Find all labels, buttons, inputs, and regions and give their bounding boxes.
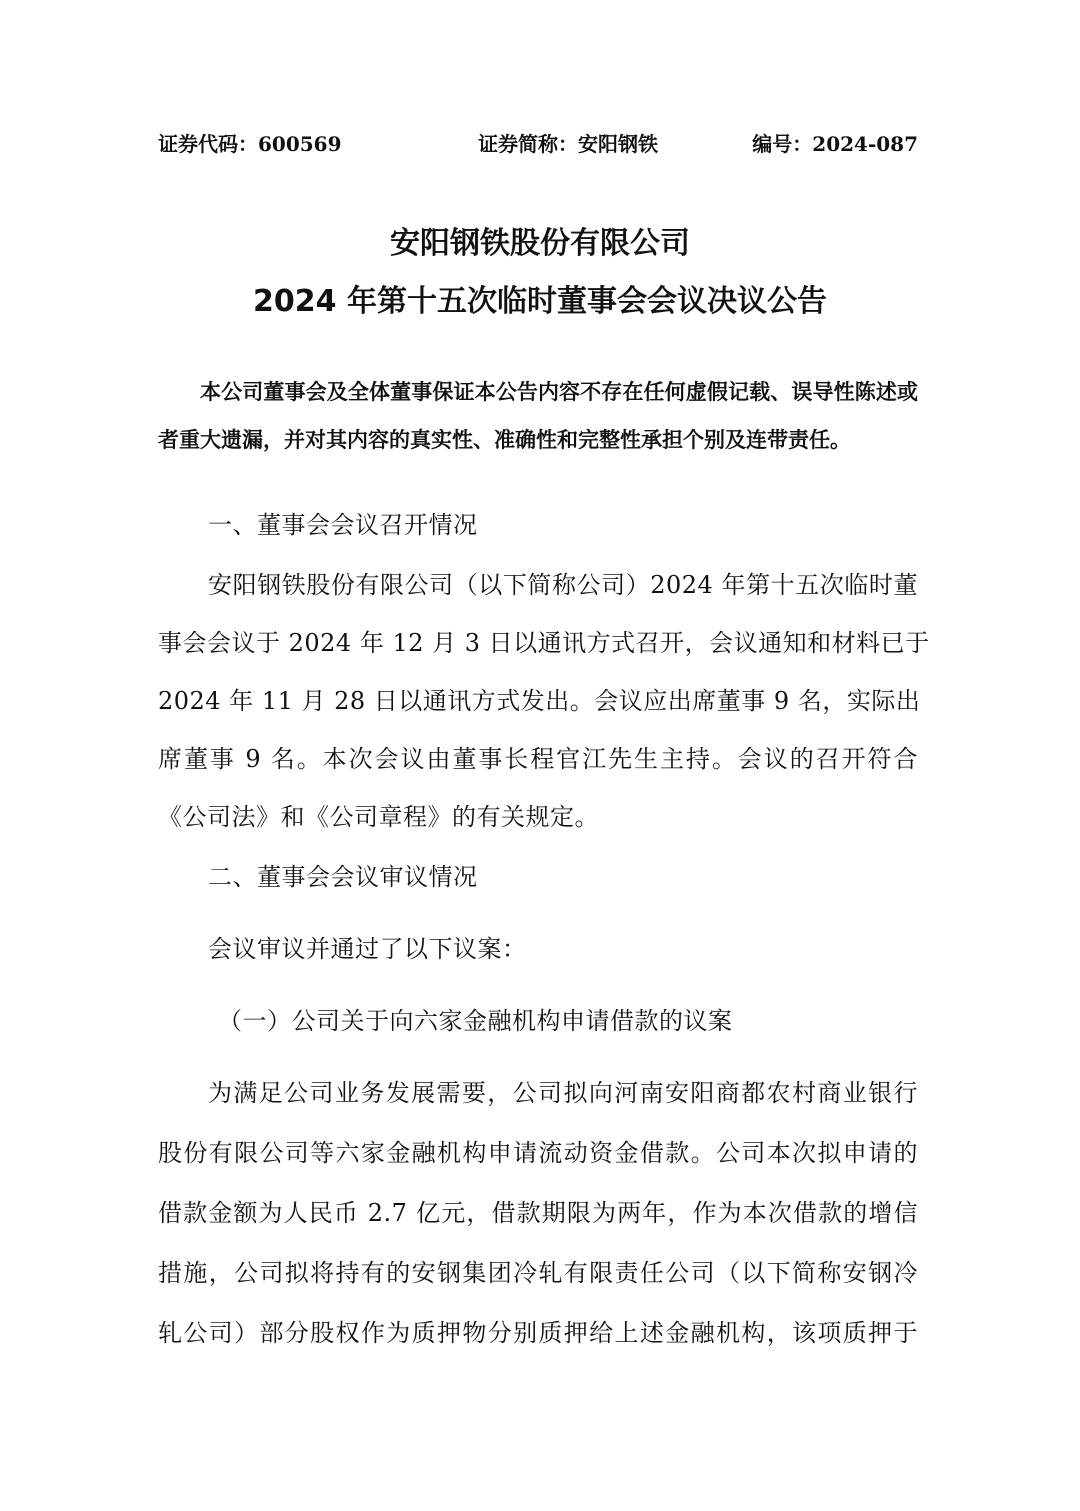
paragraph-line: 为满足公司业务发展需要，公司拟向河南安阳商都农村商业银行 <box>208 1079 918 1107</box>
paragraph-line: 股份有限公司等六家金融机构申请流动资金借款。公司本次拟申请的 <box>158 1139 918 1167</box>
document-title-company: 安阳钢铁股份有限公司 <box>390 226 690 261</box>
security-code: 证券代码：600569 <box>158 132 342 156</box>
paragraph-line: 席董事 9 名。本次会议由董事长程官江先生主持。会议的召开符合 <box>158 745 918 773</box>
review-intro: 会议审议并通过了以下议案： <box>208 935 527 963</box>
section-heading-meeting-convening: 一、董事会会议召开情况 <box>208 511 478 539</box>
announcement-number: 编号：2024-087 <box>752 132 918 156</box>
board-guarantee-notice: 本公司董事会及全体董事保证本公告内容不存在任何虚假记载、误导性陈述或者重大遗漏，并对其内容的真实性、准确性和完整性承担个别及连带责任。 <box>158 379 918 452</box>
document-title-announcement: 2024 年第十五次临时董事会会议决议公告 <box>253 284 827 319</box>
paragraph-line: 事会会议于 2024 年 12 月 3 日以通讯方式召开，会议通知和材料已于 <box>158 629 930 657</box>
security-short-name: 证券简称：安阳钢铁 <box>478 132 658 156</box>
paragraph-line: 安阳钢铁股份有限公司（以下简称公司）2024 年第十五次临时董 <box>208 571 918 599</box>
paragraph-line: 措施，公司拟将持有的安钢集团冷轧有限责任公司（以下简称安钢冷 <box>158 1259 918 1287</box>
paragraph-line: 轧公司）部分股权作为质押物分别质押给上述金融机构，该项质押于 <box>158 1319 918 1347</box>
paragraph-line: 2024 年 11 月 28 日以通讯方式发出。会议应出席董事 9 名，实际出 <box>158 687 921 715</box>
section-heading-meeting-review: 二、董事会会议审议情况 <box>208 863 478 891</box>
proposal-title: （一）公司关于向六家金融机构申请借款的议案 <box>218 1007 733 1035</box>
paragraph-line: 《公司法》和《公司章程》的有关规定。 <box>158 803 599 831</box>
document-header <box>158 128 918 158</box>
paragraph-line: 借款金额为人民币 2.7 亿元，借款期限为两年，作为本次借款的增信 <box>158 1199 918 1227</box>
